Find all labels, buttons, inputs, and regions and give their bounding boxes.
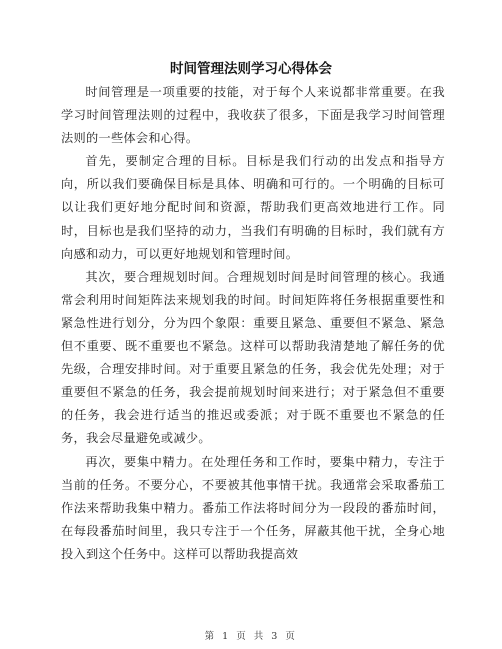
- page-number-footer: 第 1 页 共 3 页: [204, 631, 298, 642]
- paragraph-focus: 再次，要集中精力。在处理任务和工作时，要集中精力，专注于当前的任务。不要分心，不要被其他事情干扰。我通常会采取番茄工作法来帮助我集中精力。番茄工作法将时间分为一段段的番茄时间，在每段番茄时间里，我只专注于一个任务，屏蔽其他干扰，全身心地投入到这个任务中。这样可以帮助我提高效: [61, 454, 445, 561]
- document-body: [61, 81, 445, 566]
- document-title: 时间管理法则学习心得体会: [170, 61, 332, 77]
- paragraph-intro: 时间管理是一项重要的技能，对于每个人来说都非常重要。在我学习时间管理法则的过程中，我收获了很多，下面是我学习时间管理法则的一些体会和心得。: [61, 85, 445, 146]
- paragraph-planning: 其次，要合理规划时间。合理规划时间是时间管理的核心。我通常会利用时间矩阵法来规划我的时间。时间矩阵将任务根据重要性和紧急性进行划分，分为四个象限：重要且紧急、重要但不紧急、紧急但不重要、既不重要也不紧急。这样可以帮助我清楚地了解任务的优先级，合理安排时间。对于重要且紧急的任务，我会优先处理；对于重要但不紧急的任务，我会提前规划时间来进行；对于紧急但不重要的任务，我会进行适当的推迟或委派；对于既不重要也不紧急的任务，我会尽量避免或减少。: [61, 269, 445, 446]
- paragraph-goals: 首先，要制定合理的目标。目标是我们行动的出发点和指导方向，所以我们要确保目标是具体、明确和可行的。一个明确的目标可以让我们更好地分配时间和资源，帮助我们更高效地进行工作。同时，目标也是我们坚持的动力，当我们有明确的目标时，我们就有方向感和动力，可以更好地规划和管理时间。: [61, 154, 445, 261]
